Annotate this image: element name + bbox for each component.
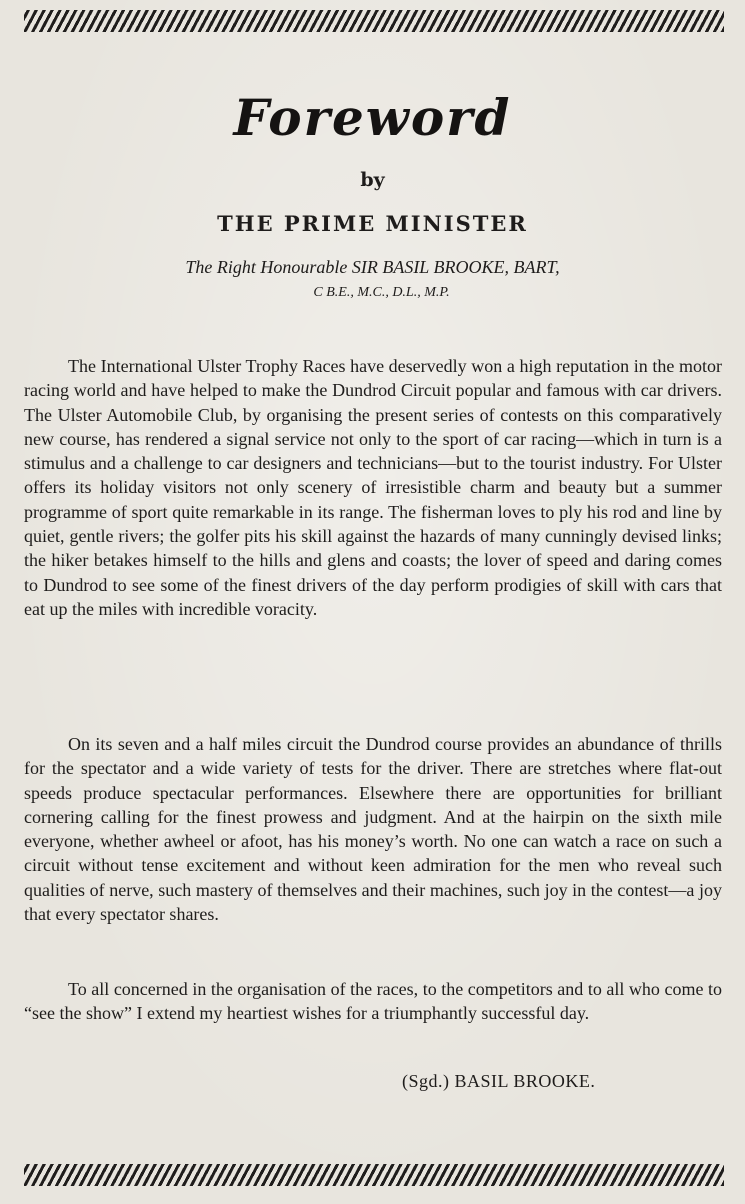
byline-by: by — [360, 169, 385, 191]
bottom-hatched-border — [24, 1164, 724, 1186]
page-title: Foreword — [233, 88, 512, 147]
author-title: THE PRIME MINISTER — [217, 211, 528, 236]
author-honours: C B.E., M.C., D.L., M.P. — [313, 285, 450, 300]
top-hatched-border — [24, 10, 724, 32]
body-paragraph-1: The International Ulster Trophy Races have deservedly won a high reputation in the motor racing world and have helped to make the Dundrod Circuit popular and famous with car drivers. The Ulster Automobile Club, by organising the present series of contests on this comparatively new course, has rendered a signal service not only to the sport of car racing—which in turn is a stimulus and a challenge to car designers and technicians—but to the tourist industry. For Ulster offers its holiday visitors not only scenery of irresistible charm and beauty but a summer programme of sport quite remarkable in its range. The fisherman loves to ply his rod and line by quiet, gentle rivers; the golfer pits his skill against the hazards of many cunningly devised links; the hiker betakes himself to the hills and glens and coasts; the lover of speed and daring comes to Dundrod to see some of the finest drivers of the day perform prodigies of skill with cars that eat up the miles with incredible voracity. — [24, 356, 722, 619]
author-name: The Right Honourable SIR BASIL BROOKE, BART, — [185, 257, 560, 277]
signature: (Sgd.) BASIL BROOKE. — [402, 1071, 596, 1091]
body-paragraph-3: To all concerned in the organisation of the races, to the competitors and to all who come to “see the show” I extend my heartiest wishes for a triumphantly successful day. — [24, 979, 722, 1024]
body-paragraph-2: On its seven and a half miles circuit the Dundrod course provides an abundance of thrills for the spectator and a wide variety of tests for the driver. There are stretches where flat-out speeds produce spectacular performances. Elsewhere there are opportunities for brilliant cornering calling for the finest prowess and judgment. And at the hairpin on the sixth mile everyone, whether awheel or afoot, has his money’s worth. No one can watch a race on such a circuit without tense excitement and without keen admiration for the men who reveal such qualities of nerve, such mastery of themselves and their machines, such joy in the contest—a joy that every spectator shares. — [24, 734, 722, 925]
